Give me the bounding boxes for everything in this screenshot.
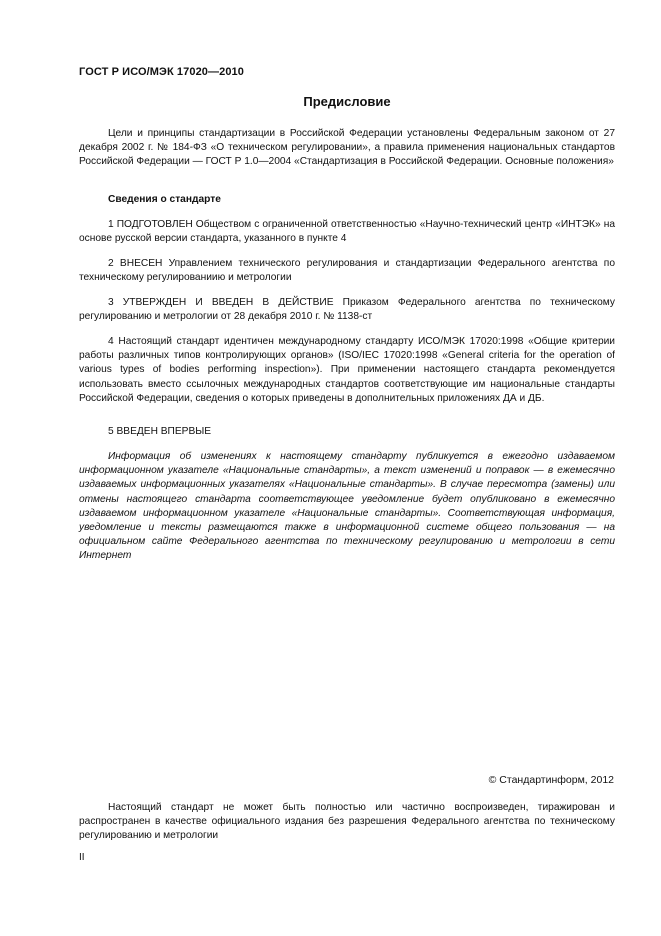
section-heading: Сведения о стандарте (108, 194, 221, 205)
info-item-1: 1 ПОДГОТОВЛЕН Обществом с ограниченной ответственностью «Научно-технический центр «ИНТЭК» на основе русской версии стандарта, указанного в пункте 4 (79, 219, 615, 245)
info-item-2: 2 ВНЕСЕН Управлением технического регулирования и стандартизации Федерального агентства по техническому регулированиию и метрологии (79, 258, 615, 284)
reproduction-notice: Настоящий стандарт не может быть полностью или частично воспроизведен, тиражирован и распространен в качестве официального издания без разрешения Федерального агентства по техническому регулированию и метрологии (79, 802, 615, 842)
page-title: Предисловие (303, 94, 391, 109)
info-item-5: 5 ВВЕДЕН ВПЕРВЫЕ (108, 426, 212, 437)
info-item-3: 3 УТВЕРЖДЕН И ВВЕДЕН В ДЕЙСТВИЕ Приказом Федерального агентства по техническому регулированию и метрологии от 28 декабря 2010 г. № 1138-ст (79, 297, 615, 323)
info-item-4: 4 Настоящий стандарт идентичен международному стандарту ИСО/МЭК 17020:1998 «Общие критерии работы различных типов контролирующих органов» (ISO/IEC 17020:1998 «General criteria for the operation of various types of bodies performing inspection»). При применении настоящего стандарта рекомендуется использовать вместо ссылочных международных стандартов соответствующие им национальные стандарты Российской Федерации, сведения о которых приведены в дополнительных приложениях ДА и ДБ. (79, 336, 615, 404)
copyright-notice: © Стандартинформ, 2012 (488, 774, 614, 786)
intro-paragraph: Цели и принципы стандартизации в Российской Федерации установлены Федеральным законом от 27 декабря 2002 г. № 184-ФЗ «О техническом регулировании», а правила применения национальных стандартов Российской Федерации — ГОСТ Р 1.0—2004 «Стандартизация в Российской Федерации. Основные положения» (79, 128, 615, 168)
standard-header: ГОСТ Р ИСО/МЭК 17020—2010 (79, 66, 244, 78)
page-number: II (79, 852, 85, 863)
notice-paragraph: Информация об изменениях к настоящему стандарту публикуется в ежегодно издаваемом информационном указателе «Национальные стандарты», а текст изменений и поправок — в ежемесячно издаваемых информационных указателях «Национальные стандарты». В случае пересмотра (замены) или отмены настоящего стандарта соответствующее уведомление будет опубликовано в ежемесячно издаваемом информационном указателе «Национальные стандарты». Соответствующая информация, уведомление и тексты размещаются также в информационной системе общего пользования — на официальном сайте Федерального агентства по техническому регулированию и метрологии в сети Интернет (79, 451, 615, 562)
